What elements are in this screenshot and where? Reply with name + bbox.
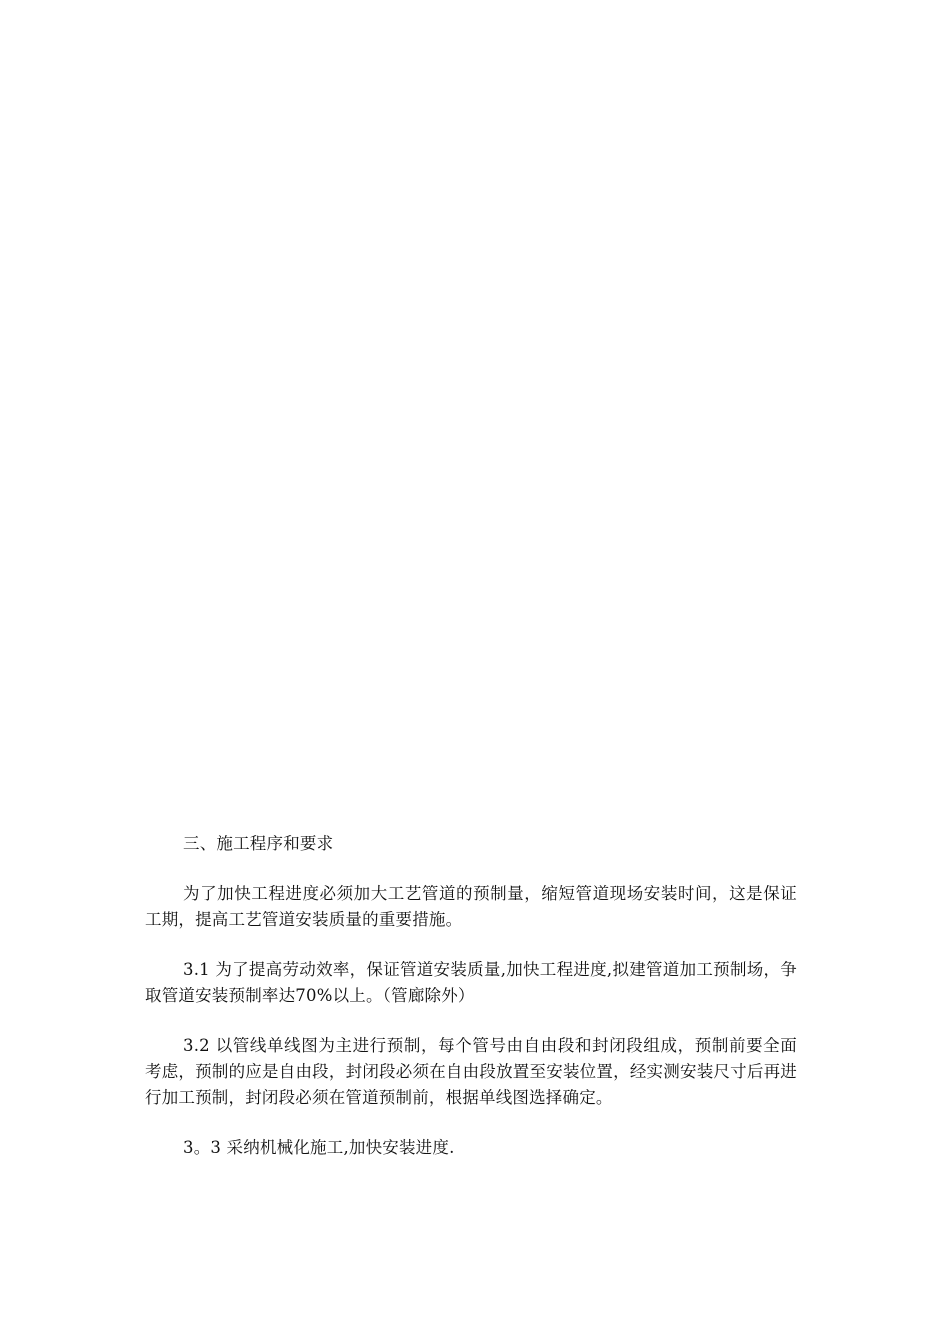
paragraph-intro: 为了加快工程进度必须加大工艺管道的预制量，缩短管道现场安装时间，这是保证工期，提高工艺管道安装质量的重要措施。	[145, 884, 797, 929]
paragraph-3-2: 3.2 以管线单线图为主进行预制，每个管号由自由段和封闭段组成，预制前要全面考虑，预制的应是自由段，封闭段必须在自由段放置至安装位置，经实测安装尺寸后再进行加工预制，封闭段必须在管道预制前，根据单线图选择确定。	[145, 1036, 797, 1107]
paragraph-3-3: 3。3 采纳机械化施工,加快安装进度.	[183, 1138, 455, 1157]
section-heading: 三、施工程序和要求	[183, 834, 334, 853]
paragraph-3-1: 3.1 为了提高劳动效率，保证管道安装质量,加快工程进度,拟建管道加工预制场，争取管道安装预制率达70%以上。（管廊除外）	[145, 960, 797, 1005]
document-body	[145, 831, 797, 1185]
